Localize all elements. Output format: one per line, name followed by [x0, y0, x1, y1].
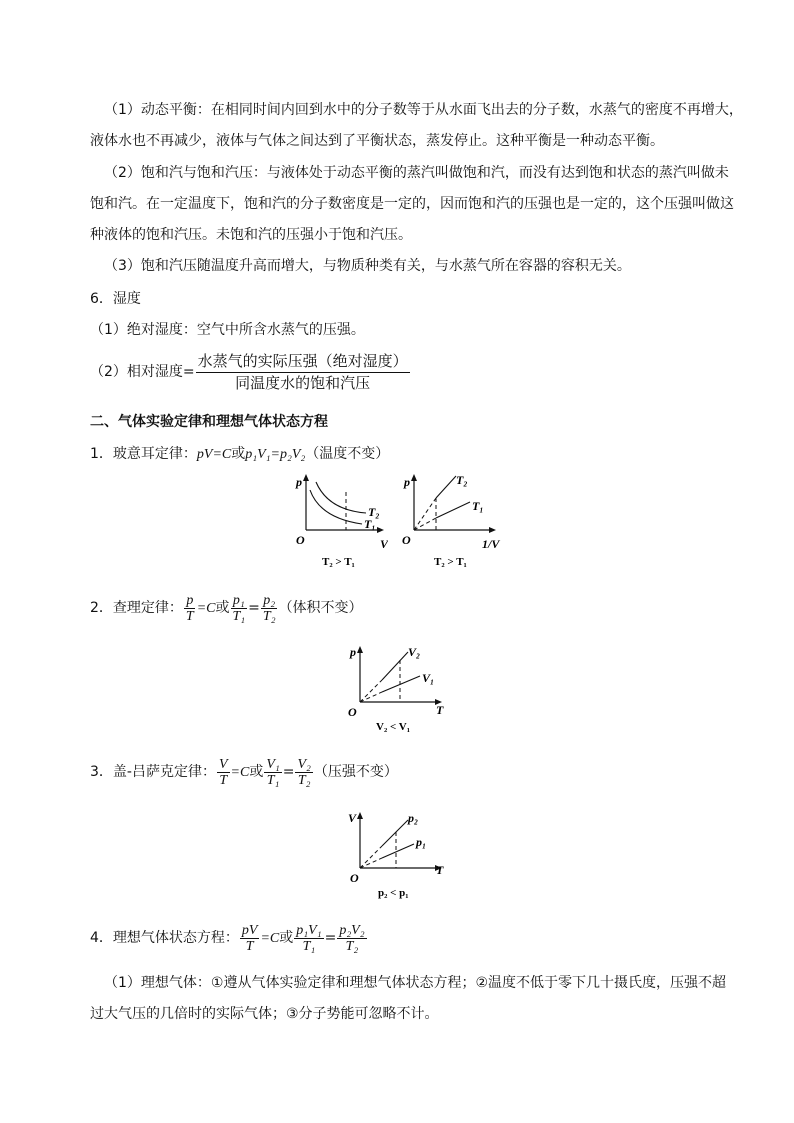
t1-label: T₁	[472, 499, 484, 513]
line-t2-dashed	[414, 498, 436, 530]
fraction-numerator: p₁V₁	[296, 922, 322, 938]
fraction-p2V2-T2	[337, 923, 366, 954]
fraction-denominator: T₁	[232, 608, 246, 624]
charles-pt-graph	[344, 640, 454, 740]
x-label: 1/V	[482, 537, 500, 551]
fraction-numerator: V	[218, 756, 228, 772]
t2-label: T₂	[456, 473, 468, 487]
fraction-p1-T1	[231, 593, 248, 624]
boyle-p-invV-graph	[400, 470, 510, 570]
x-label: T	[436, 703, 444, 717]
fraction-p-T	[184, 593, 196, 624]
fraction-denominator: T	[245, 938, 254, 954]
relative-humidity-fraction	[196, 351, 410, 394]
curve-t2	[316, 482, 366, 513]
y-axis-arrow	[357, 646, 363, 653]
origin-label: O	[348, 705, 357, 719]
fraction-denominator: T₂	[262, 608, 276, 624]
t2-label: T₂	[368, 505, 380, 519]
graph-caption: p₂ < p₁	[378, 887, 409, 899]
graph-caption: T₂ > T₁	[434, 556, 467, 568]
fraction-denominator: T	[185, 608, 194, 624]
curve-t1	[310, 490, 362, 524]
line-p1	[382, 844, 414, 858]
graph-caption: T₂ > T₁	[322, 556, 355, 568]
section-heading: 二、气体实验定律和理想气体状态方程	[90, 414, 328, 430]
p2-label: p₂	[408, 811, 419, 825]
y-axis-arrow	[357, 812, 363, 819]
fraction-numerator: p₂	[263, 592, 276, 608]
gay-lussac-label: 3．盖-吕萨克定律：	[90, 764, 216, 780]
boyle-note: （温度不变）	[305, 446, 390, 462]
text-line: （1）理想气体：①遵从气体实验定律和理想气体状态方程；②温度不低于零下几十摄氏度，压强不超	[104, 975, 727, 991]
fraction-numerator: p₂V₂	[339, 922, 365, 938]
y-axis-arrow	[303, 474, 309, 481]
gay-lussac-note: （压强不变）	[313, 764, 398, 780]
equals-c: =C	[230, 765, 250, 780]
v1-label: V₁	[422, 671, 435, 685]
line-v1-dashed	[360, 692, 382, 702]
y-label: p	[350, 645, 356, 659]
boyle-label: 1．玻意耳定律：	[90, 446, 197, 462]
relative-humidity	[90, 350, 411, 394]
text-line: 过大气压的几倍时的实际气体；③分子势能可忽略不计。	[90, 1006, 439, 1022]
heading-humidity: 6．湿度	[90, 291, 141, 307]
text-line: （1）动态平衡：在相同时间内回到水中的分子数等于从水面飞出去的分子数，水蒸气的密度不再增大，	[104, 102, 743, 118]
text-line: 种液体的饱和汽压。未饱和汽的压强小于饱和汽压。	[90, 227, 412, 243]
line-v2-dashed	[360, 680, 382, 702]
gay-lussac-vt-graph	[344, 806, 454, 906]
fraction-p2-T2	[261, 593, 278, 624]
fraction-numerator: pV	[241, 922, 258, 938]
graph-caption: V₂ < V₁	[376, 721, 411, 733]
boyle-pv-graph	[288, 470, 388, 570]
fraction-denominator: T₁	[302, 938, 316, 954]
fraction-numerator: 水蒸气的实际压强（绝对湿度）	[196, 351, 410, 373]
equals-sign: =	[282, 764, 295, 780]
or-text: 或	[231, 446, 246, 462]
fraction-V-T	[217, 757, 230, 788]
origin-label: O	[296, 533, 305, 547]
equals-sign: =	[324, 930, 337, 946]
line-t1	[436, 502, 470, 518]
p1-label: p₁	[416, 835, 427, 849]
y-label: V	[348, 811, 357, 825]
fraction-pV-T	[240, 923, 260, 954]
fraction-V2-T2	[295, 757, 312, 788]
ideal-gas-label: 4．理想气体状态方程：	[90, 930, 239, 946]
fraction-denominator: 同温度水的饱和汽压	[235, 373, 371, 392]
origin-label: O	[350, 871, 359, 885]
charles-note: （体积不变）	[278, 600, 363, 616]
fraction-p1V1-T1	[294, 923, 323, 954]
fraction-numerator: p	[186, 592, 194, 608]
boyle-formula: pV=C	[196, 447, 232, 462]
t1-label: T₁	[364, 517, 376, 531]
boyle-formula-2: p₁V₁=p₂V₂	[245, 447, 306, 462]
line-p1-dashed	[360, 858, 382, 868]
fraction-numerator: p₁	[232, 592, 245, 608]
gay-lussac-law	[90, 752, 398, 793]
line-p2-dashed	[360, 846, 382, 868]
fraction-numerator: V₁	[266, 756, 280, 772]
x-label: T	[436, 863, 444, 877]
equals-c: =C	[196, 601, 216, 616]
line-t2	[436, 476, 456, 498]
fraction-denominator: T₂	[345, 938, 359, 954]
line-v1	[382, 676, 420, 692]
line-t1-dashed	[414, 518, 436, 530]
text-line: 饱和汽。在一定温度下，饱和汽的分子数密度是一定的，因而饱和汽的压强也是一定的，这个压强叫做这	[90, 196, 734, 212]
equals-c: =C	[260, 931, 280, 946]
fraction-denominator: T₂	[297, 772, 311, 788]
x-label: V	[380, 537, 388, 551]
v2-label: V₂	[408, 645, 421, 659]
origin-label: O	[402, 533, 411, 547]
x-axis-arrow	[377, 527, 384, 533]
y-label: p	[296, 475, 302, 489]
y-label: p	[404, 475, 410, 489]
x-axis-arrow	[489, 527, 496, 533]
text-line: （2）饱和汽与饱和汽压：与液体处于动态平衡的蒸汽叫做饱和汽，而没有达到饱和状态的蒸汽叫做未	[104, 165, 729, 181]
absolute-humidity: （1）绝对湿度：空气中所含水蒸气的压强。	[90, 322, 365, 338]
or-text: 或	[249, 764, 264, 780]
charles-law	[90, 588, 363, 629]
relative-humidity-label: （2）相对湿度=	[90, 364, 195, 380]
y-axis-arrow	[411, 474, 417, 481]
line-p2	[382, 820, 408, 846]
charles-label: 2．查理定律：	[90, 600, 183, 616]
or-text: 或	[279, 930, 294, 946]
ideal-gas-law	[90, 918, 368, 959]
equals-sign: =	[248, 600, 260, 616]
or-text: 或	[215, 600, 230, 616]
para-vapor-pressure-temp: （3）饱和汽压随温度升高而增大，与物质种类有关，与水蒸气所在容器的容积无关。	[104, 258, 631, 274]
text-line: 液体水也不再减少，液体与气体之间达到了平衡状态，蒸发停止。这种平衡是一种动态平衡。	[90, 133, 664, 149]
fraction-numerator: V₂	[297, 756, 311, 772]
line-v2	[382, 652, 408, 680]
fraction-denominator: T₁	[266, 772, 280, 788]
boyle-law	[90, 444, 389, 465]
fraction-V1-T1	[264, 757, 281, 788]
fraction-denominator: T	[219, 772, 228, 788]
